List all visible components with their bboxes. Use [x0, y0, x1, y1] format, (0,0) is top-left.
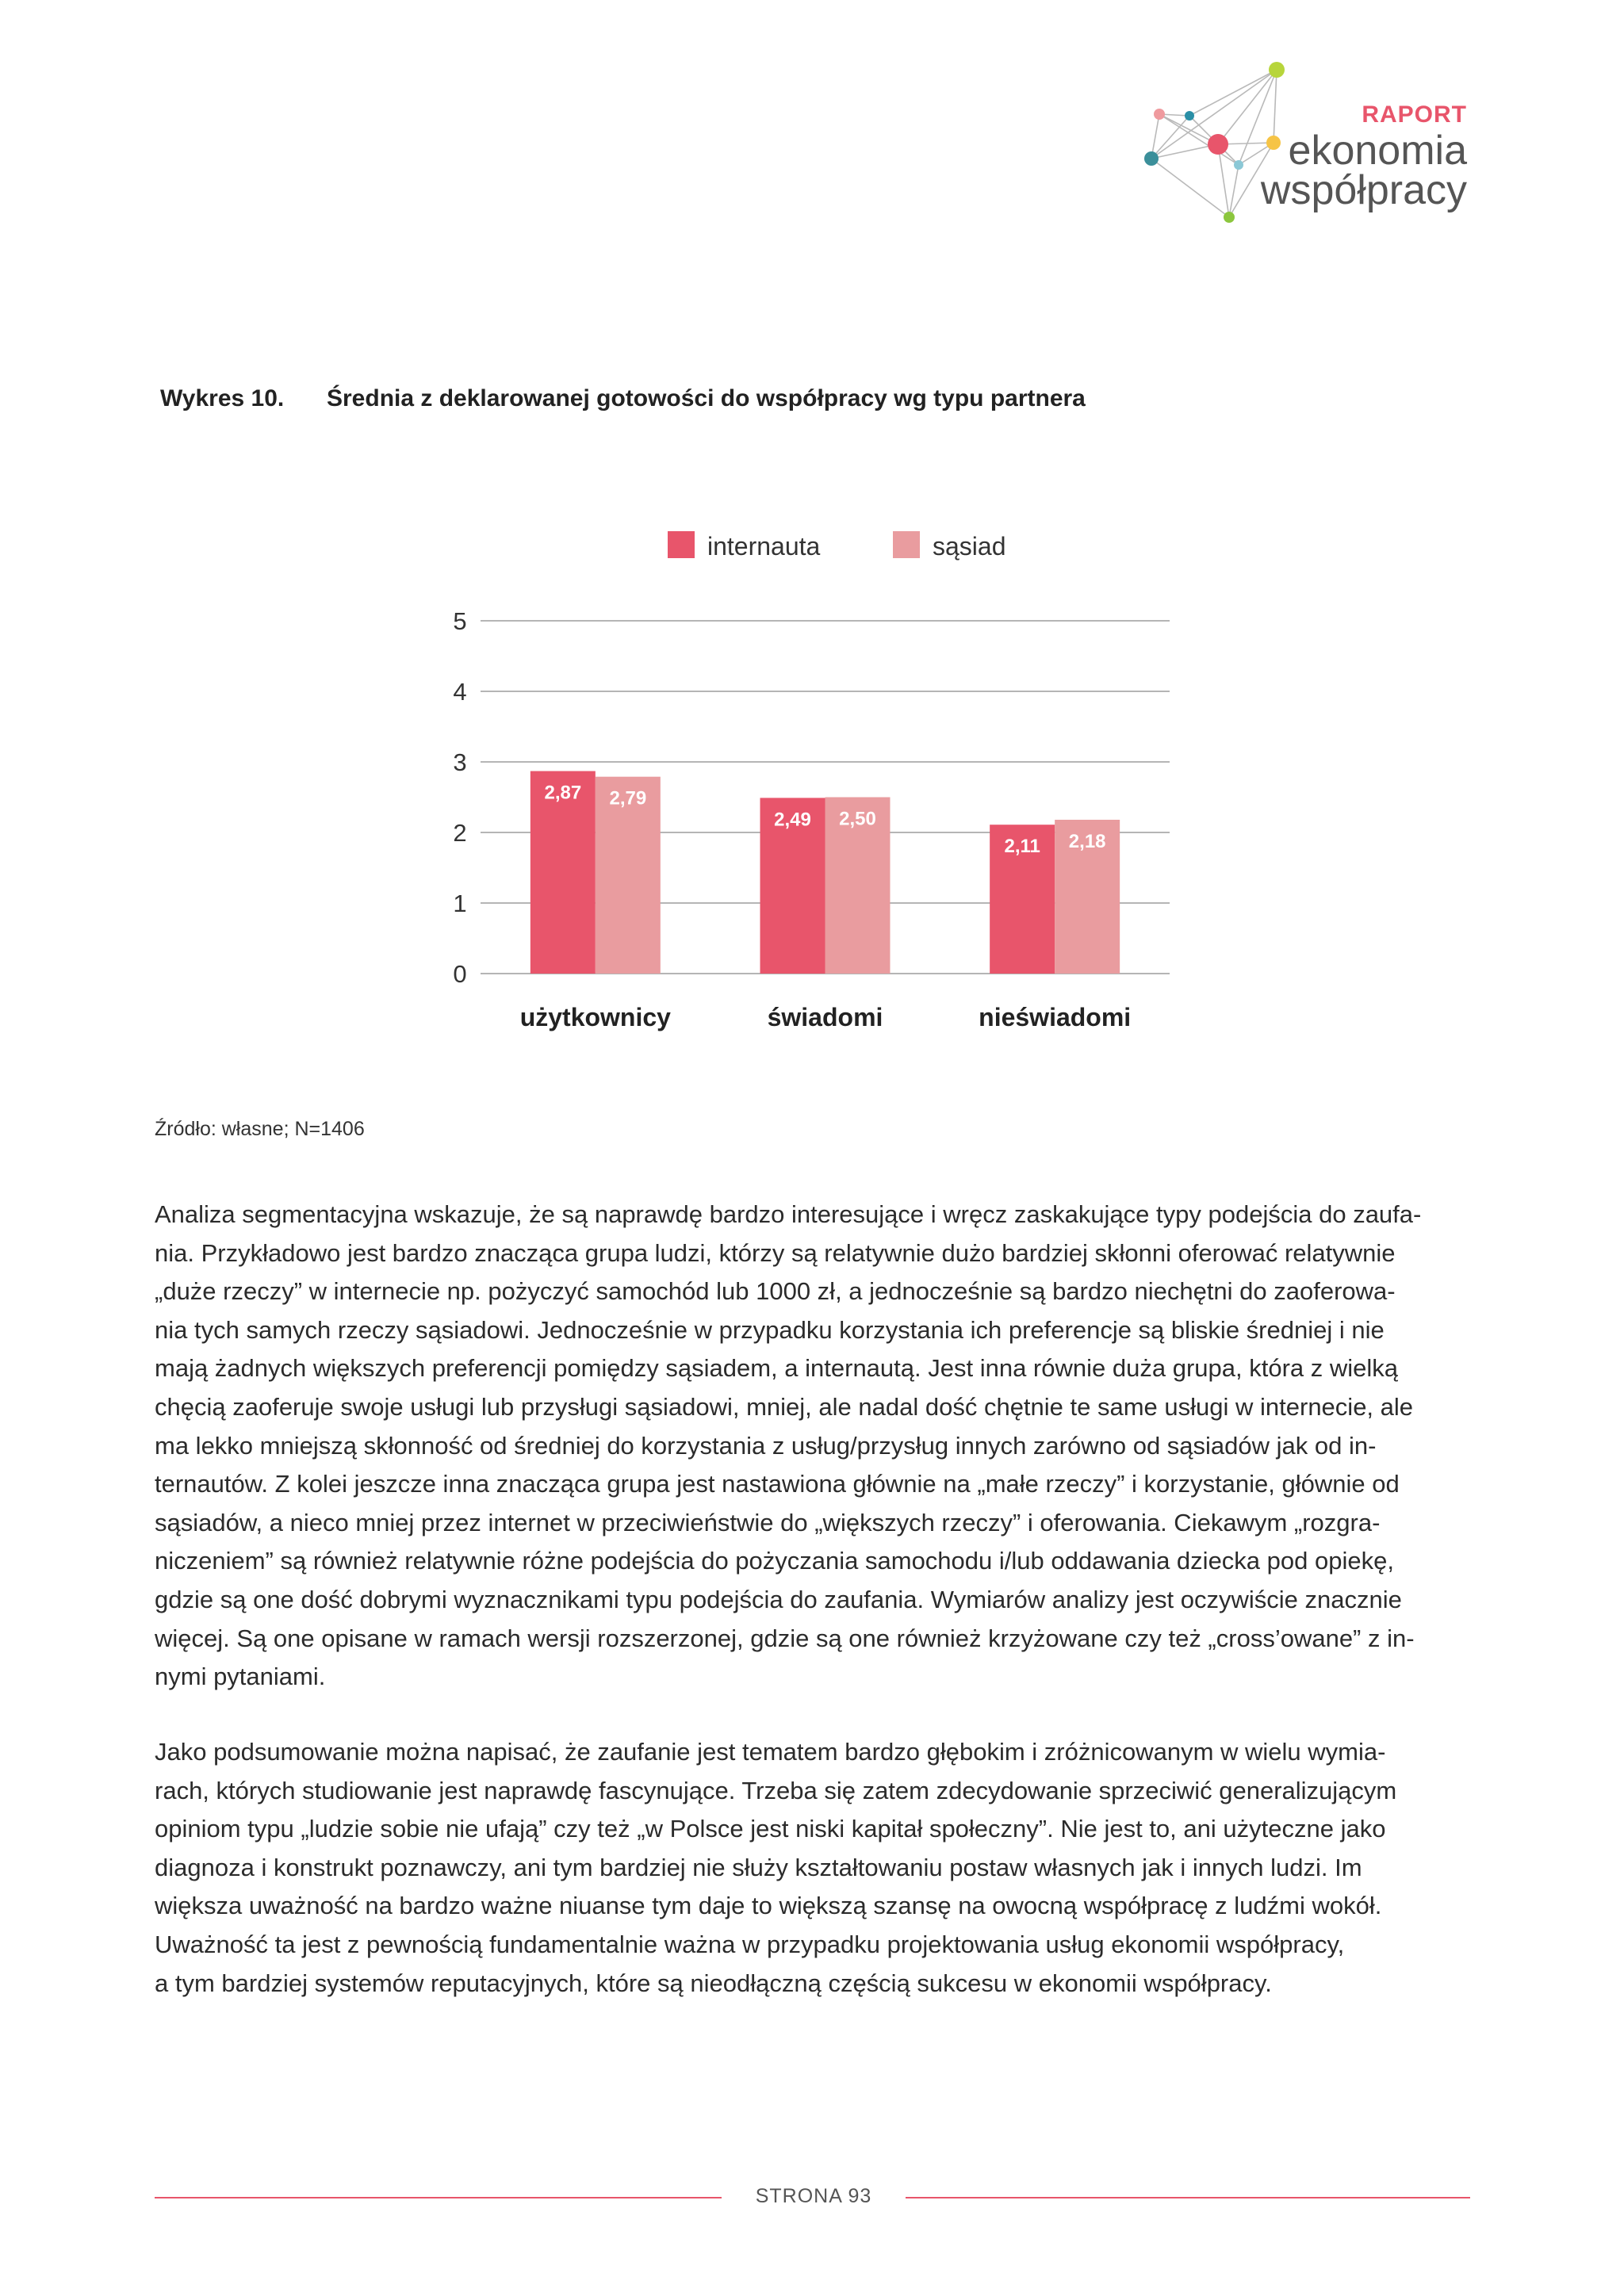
y-tick-label: 2	[453, 819, 467, 847]
paragraph-line: ma lekko mniejszą skłonność od średniej do korzystania z usług/przysług innych zarówno od sąsiadów jak od in-	[155, 1431, 1377, 1460]
y-tick-label: 0	[453, 960, 467, 988]
body-paragraph-2	[155, 1733, 1471, 2003]
data-label: 2,79	[609, 787, 647, 809]
data-label: 2,49	[774, 809, 811, 831]
legend-label: internauta	[707, 532, 821, 561]
paragraph-line: więcej. Są one opisane w ramach wersji rozszerzonej, gdzie są one również krzyżowane czy też „cross’owane” z in-	[155, 1624, 1415, 1652]
chart-number: Wykres 10.	[160, 385, 285, 411]
paragraph-line: większa uważność na bardzo ważne niuanse tym daje to większą szansę na owocną współpracę z ludźmi wokół.	[155, 1892, 1382, 1920]
paragraph-line: mają żadnych większych preferencji pomiędzy sąsiadem, a internautą. Jest inna równie duża grupa, która z wielką	[155, 1354, 1398, 1383]
legend-swatch	[668, 531, 695, 558]
paragraph-line: diagnoza i konstrukt poznawczy, ani tym bardziej nie służy kształtowaniu postaw własnych jak i innych ludzi. Im	[155, 1853, 1362, 1881]
paragraph-line: nia tych samych rzeczy sąsiadowi. Jednocześnie w przypadku korzystania ich preferencje są bliskie średniej i nie	[155, 1315, 1385, 1344]
bar-chart	[428, 507, 1221, 1047]
paragraph-line: Jako podsumowanie można napisać, że zaufanie jest tematem bardzo głębokim i zróżnicowanym w wielu wymia-	[155, 1738, 1386, 1766]
paragraph-line: sąsiadów, a nieco mniej przez internet w przeciwieństwie do „większych rzeczy” i oferowania. Ciekawym „rozgra-	[155, 1508, 1381, 1536]
paragraph-line: rach, których studiowanie jest naprawdę fascynujące. Trzeba się zatem zdecydowanie sprzeciwić generalizującym	[155, 1776, 1397, 1804]
body-paragraph-1	[155, 1196, 1471, 1697]
data-label: 2,50	[839, 808, 876, 830]
chart-caption	[160, 385, 1086, 412]
paragraph-line: Analiza segmentacyjna wskazuje, że są naprawdę bardzo interesujące i wręcz zaskakujące typy podejścia do zaufa-	[155, 1200, 1422, 1228]
paragraph-line: „duże rzeczy” w internecie np. pożyczyć samochód lub 1000 zł, a jednocześnie są bardzo niechętni do zaoferowa-	[155, 1277, 1396, 1306]
y-tick-label: 1	[453, 890, 467, 917]
footer-divider-left	[155, 2197, 722, 2198]
page-number: STRONA 93	[755, 2185, 872, 2207]
data-label: 2,18	[1068, 830, 1106, 852]
x-tick-label: użytkownicy	[519, 1003, 671, 1031]
y-tick-label: 5	[453, 607, 467, 635]
chart-source: Źródło: własne; N=1406	[155, 1118, 365, 1140]
legend-label: sąsiad	[933, 532, 1006, 561]
report-logo	[1126, 55, 1491, 230]
paragraph-line: chęcią zaoferuje swoje usługi lub przysługi sąsiadowi, mniej, ale nadal dość chętnie te same usługi w internecie, ale	[155, 1392, 1414, 1421]
paragraph-line: gdzie są one dość dobrymi wyznacznikami typu podejścia do zaufania. Wymiarów analizy jest oczywiście znacznie	[155, 1585, 1402, 1613]
data-label: 2,87	[544, 782, 582, 804]
data-label: 2,11	[1004, 836, 1040, 858]
y-tick-label: 3	[453, 748, 467, 776]
logo-label: RAPORT	[1362, 101, 1467, 128]
paragraph-line: opiniom typu „ludzie sobie nie ufają” czy też „w Polsce jest niski kapitał społeczny”. Nie jest to, ani użyteczne jako	[155, 1815, 1386, 1843]
x-tick-label: świadomi	[767, 1003, 883, 1031]
logo-word-ekonomia: ekonomia	[1288, 128, 1467, 174]
footer-divider-right	[906, 2197, 1470, 2198]
y-tick-label: 4	[453, 678, 467, 706]
x-tick-label: nieświadomi	[979, 1003, 1132, 1031]
logo-word-wspolpracy: współpracy	[1260, 167, 1467, 213]
legend-swatch	[893, 531, 920, 558]
bar-chart-svg	[428, 507, 1221, 1047]
paragraph-line: niczeniem” są również relatywnie różne podejścia do pożyczania samochodu i/lub oddawania dziecka pod opiekę,	[155, 1547, 1394, 1575]
paragraph-line: nymi pytaniami.	[155, 1663, 326, 1691]
chart-title: Średnia z deklarowanej gotowości do współpracy wg typu partnera	[327, 385, 1086, 411]
paragraph-line: a tym bardziej systemów reputacyjnych, które są nieodłączną częścią sukcesu w ekonomii współpracy.	[155, 1969, 1272, 1997]
paragraph-line: ternautów. Z kolei jeszcze inna znacząca grupa jest nastawiona głównie na „małe rzeczy” i korzystanie, głównie od	[155, 1470, 1400, 1498]
paragraph-line: nia. Przykładowo jest bardzo znacząca grupa ludzi, którzy są relatywnie dużo bardziej skłonni oferować relatywnie	[155, 1238, 1396, 1267]
paragraph-line: Uważność ta jest z pewnością fundamentalnie ważna w przypadku projektowania usług ekonomii współpracy,	[155, 1930, 1345, 1958]
